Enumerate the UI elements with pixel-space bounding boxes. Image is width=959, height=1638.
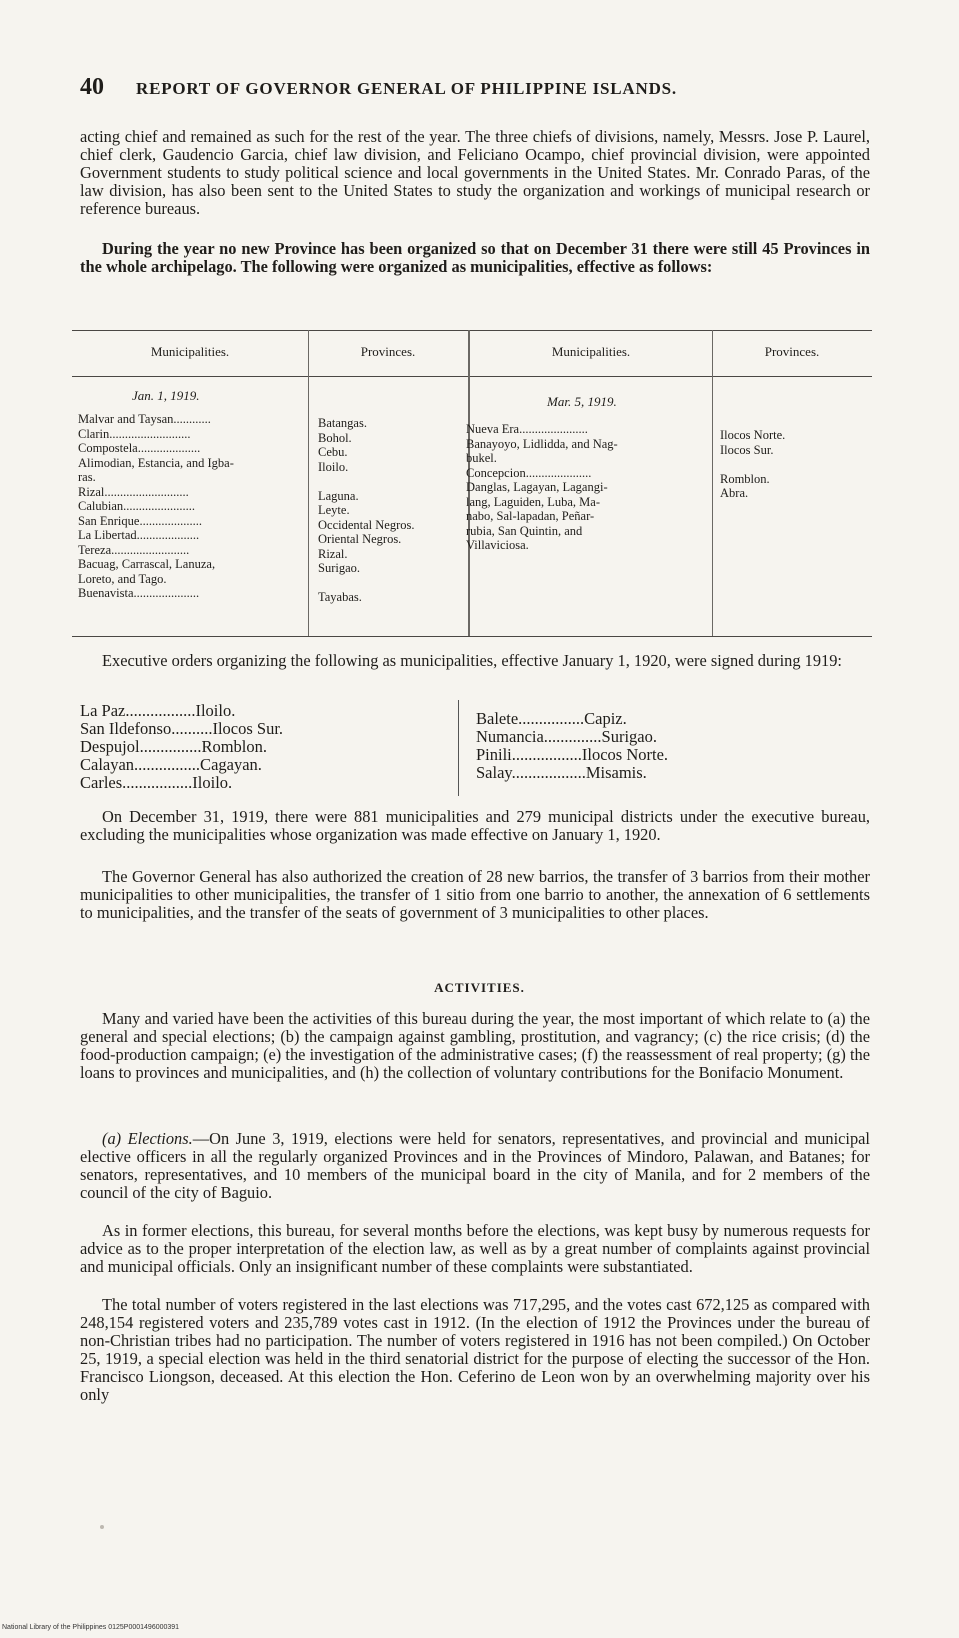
- list-item: La Paz.................Iloilo.: [80, 701, 236, 720]
- paragraph-6: [80, 1010, 870, 1082]
- list-item: Despujol...............Romblon.: [80, 737, 268, 756]
- paragraph-3: Executive orders organizing the following as municipalities, effective January 1, 1920, were signed during 1919:: [102, 651, 842, 670]
- list-item: Leyte.: [318, 503, 350, 517]
- list-item: Batangas.: [318, 416, 367, 430]
- list-item: rubia, San Quintin, and: [466, 523, 583, 538]
- paragraph-9: The total number of voters registered in the last elections was 717,295, and the votes cast 672,125 as compared with 248,154 registered voters and 235,789 votes cast in 1912. (In the election of 1912 the Provinces under the bureau of non-Christian tribes had no participation. The number of voters registered in 1916 has not been compiled.) On October 25, 1919, a special election was held in the third senatorial district for the purpose of electing the successor of the Hon. Francisco Liongson, deceased. At this election the Hon. Ceferino de Leon won by an overwhelming majority over his only: [80, 1295, 870, 1404]
- list-item: Bohol.: [318, 430, 352, 445]
- paragraph-1: acting chief and remained as such for the rest of the year. The three chiefs of divisions, namely, Messrs. Jose P. Laurel, chief clerk, Gaudencio Garcia, chief law division, and Feliciano Ocampo, chief provincial division, were appointed Government students to study political science and local governments in the United States. Mr. Conrado Paras, of the law division, has also been sent to the United States to study the organization and workings of municipal research or reference bureaus.: [80, 127, 870, 218]
- list-item: Cebu.: [318, 445, 348, 459]
- date-label-left: Jan. 1, 1919.: [132, 388, 200, 403]
- paragraph-8: As in former elections, this bureau, for several months before the elections, was kept busy by numerous requests for advice as to the proper interpretation of the election law, as well as by a great number of complaints against provincial and municipal officials. Only an insignificant number of these complaints were substantiated.: [80, 1221, 870, 1276]
- page-header: [80, 74, 880, 101]
- list-item: San Ildefonso..........Ilocos Sur.: [80, 719, 284, 738]
- list-item: Alimodian, Estancia, and Igba-: [78, 455, 234, 470]
- list-item: Bacuag, Carrascal, Lanuza,: [78, 557, 216, 571]
- list-item: Rizal.: [318, 546, 348, 561]
- list-item: Ilocos Sur.: [720, 442, 774, 457]
- list-item: La Libertad....................: [78, 528, 200, 542]
- table-rule-top: [72, 330, 872, 331]
- table-divider: [308, 330, 309, 636]
- paragraph-7: [80, 1130, 870, 1202]
- list-item: Occidental Negros.: [318, 517, 415, 532]
- paragraph-6-items: (a) the general and special elections; (b) the campaign against gambling, prostitution, and vagrancy; (c) the rice crisis; (d) the food-production campaign; (e) the investigation of the administrative cases; (f) the reassessment of real property; (g) the loans to provinces and municipalities, and (h) the collection of voluntary contributions for the Bonifacio Monument.: [80, 1009, 870, 1082]
- elections-label: (a) Elections.: [102, 1129, 193, 1148]
- list-item: Numancia..............Surigao.: [476, 727, 658, 746]
- list-item: Laguna.: [318, 488, 359, 503]
- paragraph-5: The Governor General has also authorized the creation of 28 new barrios, the transfer of 3 barrios from their mother municipalities to other municipalities, the transfer of 1 sitio from one barrio to another, the annexation of 6 settlements to municipalities, and the transfer of the seats of government of 3 municipalities to other places.: [80, 867, 870, 922]
- col-header-provinces: Provinces.: [360, 344, 416, 359]
- left-provinces-list: [318, 416, 466, 605]
- list-item: Buenavista.....................: [78, 586, 200, 600]
- list-item: ras.: [78, 470, 96, 484]
- list-item: Surigao.: [318, 561, 361, 575]
- list-item: Villaviciosa.: [466, 538, 529, 552]
- paragraph-4: On December 31, 1919, there were 881 municipalities and 279 municipal districts under the executive bureau, excluding the municipalities whose organization was made effective on January 1, 1920.: [80, 807, 870, 844]
- paper-smudge: [100, 1525, 104, 1529]
- table-rule-header: [72, 376, 872, 377]
- col-header-municipalities: Municipalities.: [551, 344, 631, 359]
- paragraph-6-lead: Many and varied have been the activities of this bureau during the year, the most important of which relate to: [102, 1009, 828, 1028]
- section-heading: ACTIVITIES.: [434, 980, 525, 995]
- list-item: Clarin..........................: [78, 426, 191, 441]
- right-provinces-list: [720, 428, 868, 501]
- scan-footer: National Library of the Philippines 0125P0001496000391: [2, 1624, 180, 1631]
- list-item: Nueva Era......................: [466, 422, 588, 436]
- list-item: Compostela....................: [78, 441, 201, 455]
- list-item: [720, 457, 868, 472]
- executive-orders-left: [80, 702, 283, 792]
- list-item: Concepcion.....................: [466, 465, 592, 480]
- list-item: Loreto, and Tago.: [78, 571, 167, 586]
- list-item: Balete................Capiz.: [476, 709, 627, 728]
- date-label-right: Mar. 5, 1919.: [547, 394, 617, 409]
- paragraph-2: During the year no new Province has been organized so that on December 31 there were still 45 Provinces in the whole archipelago. The following were organized as municipalities, effective as follows:: [80, 239, 870, 276]
- list-item: Tereza.........................: [78, 542, 190, 557]
- list-item: lang, Laguiden, Luba, Ma-: [466, 494, 600, 509]
- list-item: Salay..................Misamis.: [476, 763, 647, 782]
- list-item: Oriental Negros.: [318, 532, 402, 546]
- list-item: Carles.................Iloilo.: [80, 773, 233, 792]
- paragraph-7-text: —On June 3, 1919, elections were held for senators, representatives, and provincial and municipal elective officers in all the regularly organized Provinces and in the Provinces of Mindoro, Palawan, and Batanes; for senators, representatives, and 10 members of the municipal board in the city of Manila, and for 2 members of the council of the city of Baguio.: [80, 1129, 870, 1202]
- running-head: REPORT OF GOVERNOR GENERAL OF PHILIPPINE ISLANDS.: [136, 79, 677, 98]
- list-item: Pinili.................Ilocos Norte.: [476, 745, 669, 764]
- list-item: San Enrique....................: [78, 513, 202, 528]
- col-header-provinces: Provinces.: [764, 344, 820, 359]
- list-item: Malvar and Taysan............: [78, 412, 211, 426]
- list-item: Abra.: [720, 486, 749, 500]
- page-number: 40: [80, 74, 104, 100]
- list-item: Banayoyo, Lidlidda, and Nag-: [466, 436, 618, 451]
- table-divider: [712, 330, 713, 636]
- list-item: Danglas, Lagayan, Lagangi-: [466, 480, 608, 494]
- list-item: bukel.: [466, 451, 497, 465]
- municipalities-table: [72, 330, 872, 638]
- table-rule-bottom: [72, 636, 872, 637]
- right-municipalities-list: [466, 422, 706, 553]
- executive-orders-divider: [458, 700, 459, 796]
- list-item: Ilocos Norte.: [720, 428, 786, 442]
- list-item: [318, 474, 466, 489]
- list-item: Tayabas.: [318, 590, 362, 604]
- list-item: [318, 576, 466, 591]
- left-municipalities-list: [78, 412, 306, 601]
- list-item: Iloilo.: [318, 459, 349, 474]
- list-item: nabo, Sal-lapadan, Peñar-: [466, 509, 595, 523]
- col-header-municipalities: Municipalities.: [150, 344, 230, 359]
- list-item: Rizal...........................: [78, 484, 189, 499]
- executive-orders-right: [476, 710, 668, 782]
- list-item: Calubian.......................: [78, 499, 196, 513]
- list-item: Romblon.: [720, 471, 770, 486]
- list-item: Calayan................Cagayan.: [80, 755, 262, 774]
